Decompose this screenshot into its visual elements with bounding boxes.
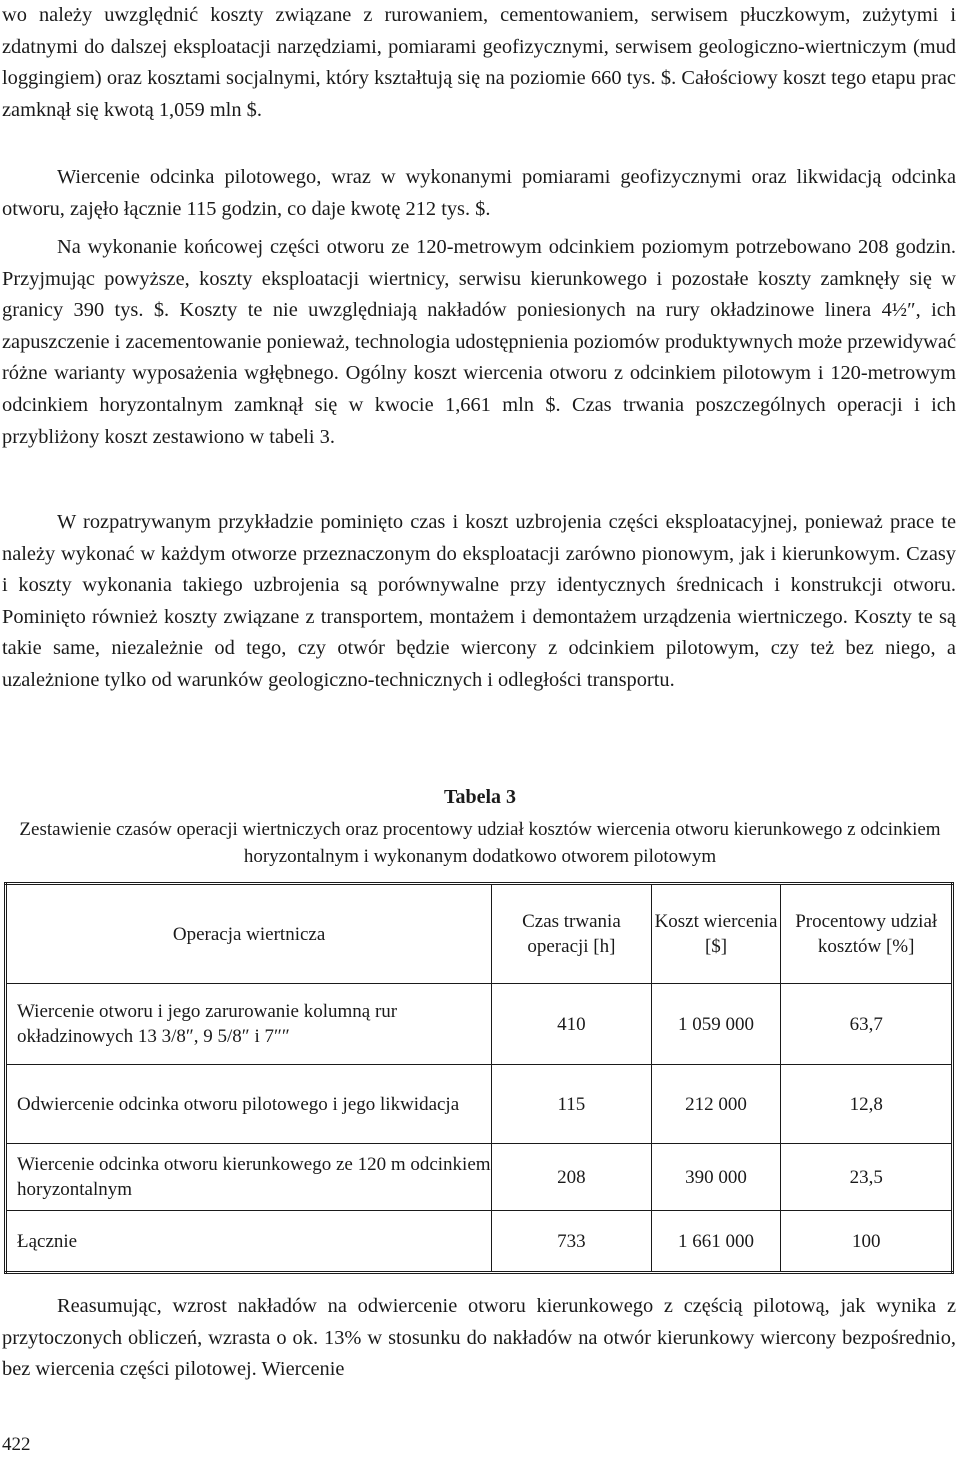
cell-operation: Wiercenie otworu i jego zarurowanie kolumną rur okładzinowych 13 3/8″, 9 5/8″ i 7″″ bbox=[6, 984, 492, 1065]
paragraph-pilot-drilling: Wiercenie odcinka pilotowego, wraz w wykonanymi pomiarami geofizycznymi oraz likwidacją odcinka otworu, zajęło łącznie 115 godzin, co daje kwotę 212 tys. $. bbox=[2, 166, 956, 220]
cell-time: 733 bbox=[492, 1211, 652, 1273]
paragraph-summary: Reasumując, wzrost nakładów na odwiercenie otworu kierunkowego z częścią pilotową, jak wynika z przytoczonych obliczeń, wzrasta o ok. 13% w stosunku do nakładów na otwór kierunkowy wiercony bezpośrednio, bez wiercenia części pilotowej. Wiercenie bbox=[2, 1295, 956, 1381]
drilling-operations-table bbox=[4, 882, 954, 1274]
cell-operation: Wiercenie odcinka otworu kierunkowego ze 120 m odcinkiem horyzontalnym bbox=[6, 1144, 492, 1211]
table-title: Tabela 3 bbox=[443, 786, 517, 808]
cell-cost: 1 661 000 bbox=[651, 1211, 781, 1273]
cell-share: 12,8 bbox=[781, 1065, 953, 1144]
cell-cost: 1 059 000 bbox=[651, 984, 781, 1065]
cell-time: 115 bbox=[492, 1065, 652, 1144]
cell-operation: Łącznie bbox=[6, 1211, 492, 1273]
paragraph-costs-intro: wo należy uwzględnić koszty związane z rurowaniem, cementowaniem, serwisem płuczkowym, zużytymi i zdatnymi do dalszej eksploatacji narzędziami, pomiarami geofizycznymi, serwisem geologiczno-wiertniczym (mud loggingiem) oraz kosztami socjalnymi, który kształtują się na poziomie 660 tys. $. Całościowy koszt tego etapu prac zamknął się kwotą 1,059 mln $. bbox=[2, 4, 956, 121]
header-time: Czas trwania operacji [h] bbox=[492, 884, 652, 984]
cell-time: 208 bbox=[492, 1144, 652, 1211]
table-header-row bbox=[6, 884, 953, 984]
table-row bbox=[6, 1144, 953, 1211]
cell-cost: 390 000 bbox=[651, 1144, 781, 1211]
page-number: 422 bbox=[2, 1434, 31, 1455]
cell-time: 410 bbox=[492, 984, 652, 1065]
header-operation: Operacja wiertnicza bbox=[6, 884, 492, 984]
cell-cost: 212 000 bbox=[651, 1065, 781, 1144]
cell-share: 100 bbox=[781, 1211, 953, 1273]
header-cost: Koszt wiercenia [$] bbox=[651, 884, 781, 984]
table-total-row bbox=[6, 1211, 953, 1273]
cell-share: 23,5 bbox=[781, 1144, 953, 1211]
header-share: Procentowy udział kosztów [%] bbox=[781, 884, 953, 984]
table-row bbox=[6, 1065, 953, 1144]
paragraph-final-section: Na wykonanie końcowej części otworu ze 120-metrowym odcinkiem poziomym potrzebowano 208 godzin. Przyjmując powyższe, koszty eksploatacji wiertnicy, serwisu kierunkowego i pozostałe koszty zamknęły się w granicy 390 tys. $. Koszty te nie uwzględniają nakładów poniesionych na rury okładzinowe linera 4½″, ich zapuszczenie i zacementowanie ponieważ, technologia udostępnienia poziomów produktywnych może przewidywać różne warianty wyposażenia wgłębnego. Ogólny koszt wiercenia otworu z odcinkiem pilotowym i 120-metrowym odcinkiem horyzontalnym zamknął się w kwocie 1,661 mln $. Czas trwania poszczególnych operacji i ich przybliżony koszt zestawiono w tabeli 3. bbox=[2, 236, 956, 448]
table-row bbox=[6, 984, 953, 1065]
cell-share: 63,7 bbox=[781, 984, 953, 1065]
cell-operation: Odwiercenie odcinka otworu pilotowego i jego likwidacja bbox=[6, 1065, 492, 1144]
table-description: Zestawienie czasów operacji wiertniczych oraz procentowy udział kosztów wiercenia otworu kierunkowego z odcinkiem horyzontalnym i wykonanym dodatkowo otworem pilotowym bbox=[19, 819, 941, 867]
paragraph-omitted-costs: W rozpatrywanym przykładzie pominięto czas i koszt uzbrojenia części eksploatacyjnej, ponieważ prace te należy wykonać w każdym otworze przeznaczonym do eksploatacji zarówno pionowym, jak i kierunkowym. Czasy i koszty wykonania takiego uzbrojenia są porównywalne przy identycznych średnicach i konstrukcji otworu. Pominięto również koszty związane z transportem, montażem i demontażem urządzenia wiertniczego. Koszty te są takie same, niezależnie od tego, czy otwór będzie wiercony z odcinkiem pilotowym, czy też bez niego, a uzależnione tylko od warunków geologiczno-technicznych i odległości transportu. bbox=[2, 511, 956, 691]
